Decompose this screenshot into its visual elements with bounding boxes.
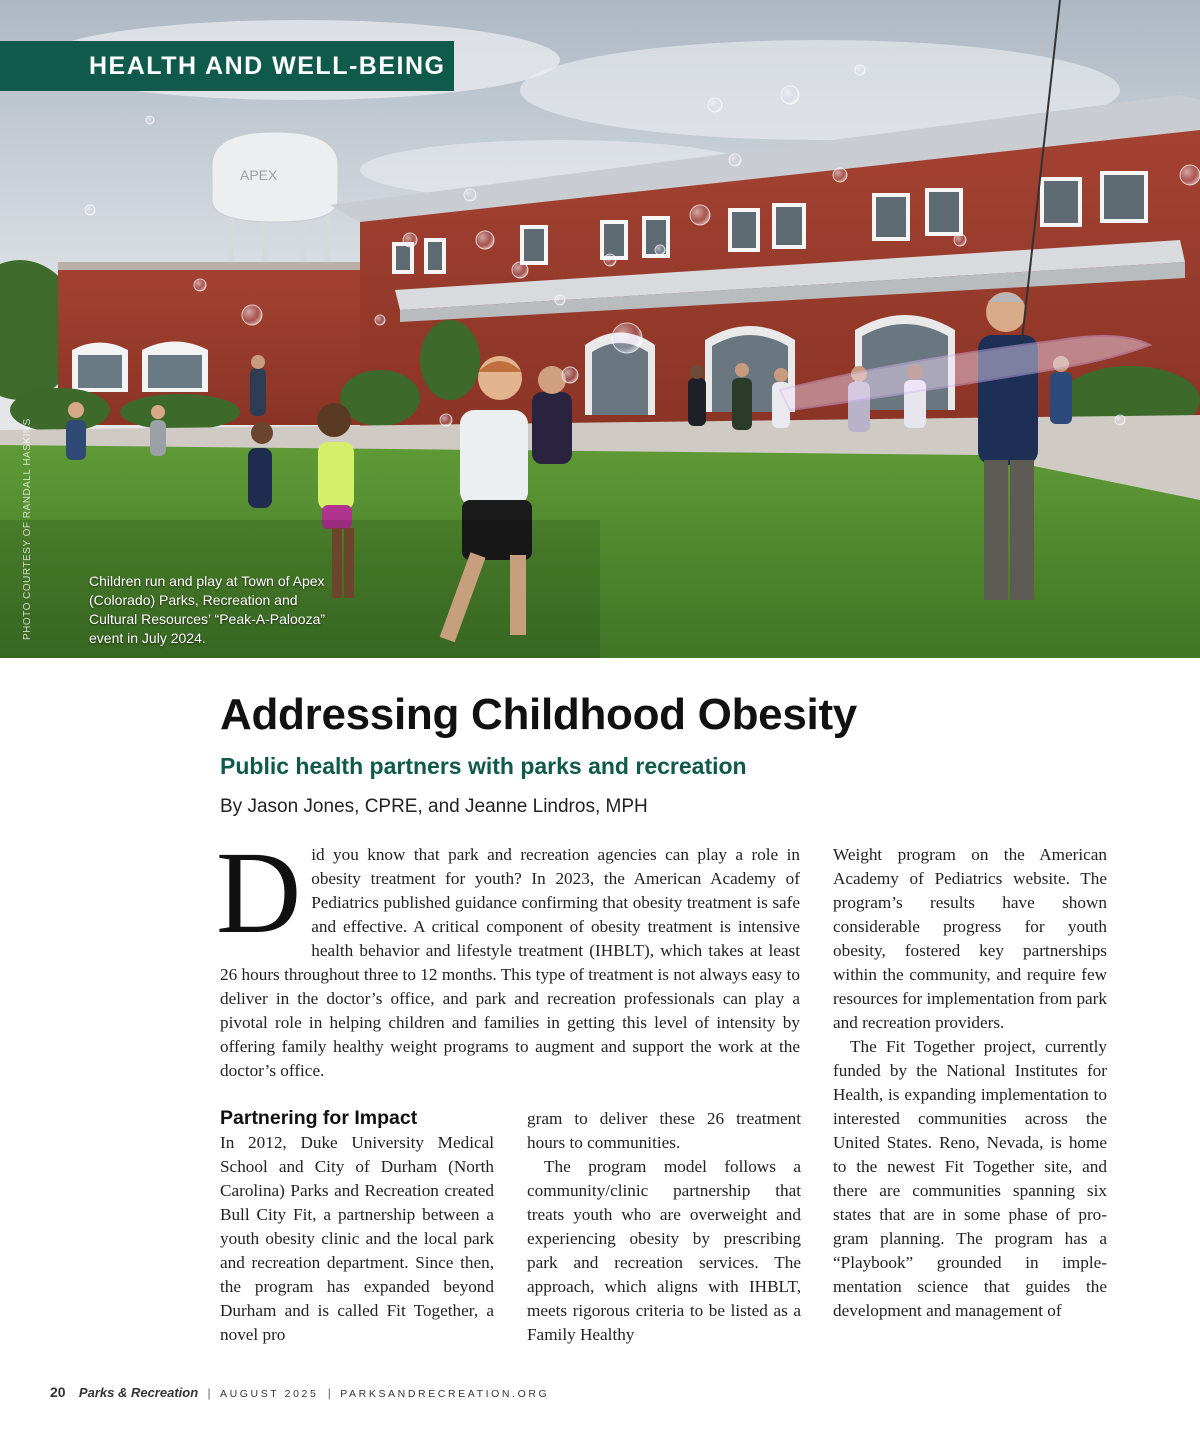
column-2 [527,1107,801,1347]
column-3 [833,843,1107,1323]
drop-cap: D [216,827,302,958]
page-footer [50,1384,549,1400]
column-3-paragraph-1: Weight program on the American Academy of Pediatrics website. The program’s results have shown considerable progress for youth obesity, fostered key partnerships within the community, and require few resources for implementation from park and recreation providers. [833,845,1107,1032]
column-2-paragraph-2: The program model follows a community/clinic partnership that treats youth who are overweight and experiencing obesity by prescribing park and recreation services. The approach, which aligns with IHBLT, meets rigorous criteria to be listed as a Family Healthy [527,1157,801,1344]
issue-date: AUGUST 2025 [219,1388,319,1400]
hero-photo-illustration [0,0,1200,658]
article-subtitle: Public health partners with parks and recreation [220,753,747,779]
section-heading: Partnering for Impact [220,1107,418,1129]
article-title: Addressing Childhood Obesity [220,690,857,739]
photo-caption: Children run and play at Town of Apex (Colorado) Parks, Recreation and Cultural Resources’ “Peak-A-Palooza” event in July 2024. [89,573,326,646]
intro-paragraph [216,827,800,1083]
magazine-name: Parks & Recreation [78,1385,199,1400]
column-3-paragraph-2: The Fit Together project, currently funded by the National Institutes for Health, is expanding implementation to interested communities across the United States. Reno, Nevada, is home to the newest Fit Together site, and there are communities spanning six states that are in some phase of program planning. The program has a “Playbook” grounded in implementation science that guides the development and management of [833,1037,1107,1320]
column-1-text: In 2012, Duke University Medical School and City of Durham (North Carolina) Parks and Recreation created Bull City Fit, a partnership between a youth obesity clinic and the local park and recreation department. Since then, the program has expanded beyond Durham and is called Fit Together, a novel pro [220,1133,494,1344]
page-number: 20 [50,1384,66,1400]
section-tag: HEALTH AND WELL-BEING [0,41,454,91]
footer-separator-2: | [327,1386,331,1400]
hero-photo [0,0,1200,658]
tower-lettering: APEX [240,167,278,183]
intro-text: id you know that park and recreation agencies can play a role in obesity treatment for youth? In 2023, the American Academy of Pediatrics published guidance confirming that obesity treatment is safe and effective. A critical component of obesity treatment is intensive health behavior and lifestyle treatment (IHBLT), which takes at least 26 hours throughout three to 12 months. This type of treatment is not always easy to deliver in the doctor’s office, and park and recreation professionals can play a pivotal role in helping children and families in getting this level of intensity by offering family healthy weight programs to augment and support the work at the doctor’s office. [220,845,800,1080]
column-1 [220,1107,494,1347]
photo-credit: PHOTO COURTESY OF RANDALL HASKINS [22,418,33,640]
footer-separator: | [207,1386,211,1400]
article-byline: By Jason Jones, CPRE, and Jeanne Lindros, MPH [220,796,648,817]
column-2-paragraph-1: gram to deliver these 26 treatment hours to communities. [527,1109,801,1152]
website-link[interactable]: PARKSANDRECREATION.ORG [340,1388,550,1400]
